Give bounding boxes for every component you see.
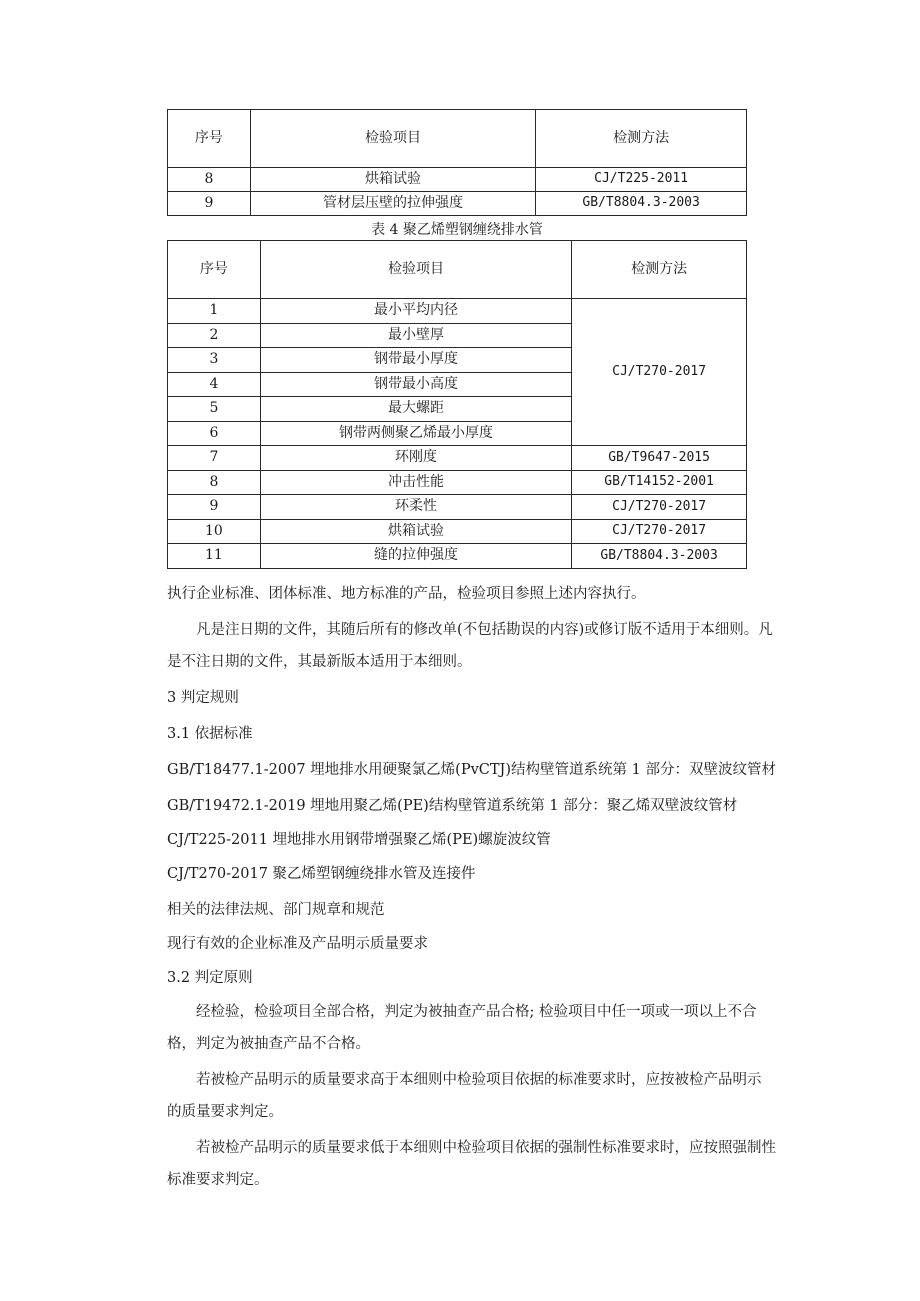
cell-method: GB/T8804.3-2003	[536, 192, 747, 216]
standard-item: CJ/T225-2011 埋地排水用钢带增强聚乙烯(PE)螺旋波纹管	[167, 832, 551, 848]
cell-item: 烘箱试验	[250, 168, 535, 192]
cell-index: 8	[168, 168, 251, 192]
header-index: 序号	[168, 110, 251, 168]
paragraph-rule-1: 经检验，检验项目全部合格，判定为被抽查产品合格; 检验项目中任一项或一项以上不合格，判定为被抽查产品不合格。	[167, 1004, 757, 1052]
cell-method-merged: CJ/T270-2017	[572, 299, 747, 446]
table-row	[168, 495, 747, 520]
section-heading-3-1: 3.1 依据标准	[167, 726, 253, 742]
cell-method: CJ/T270-2017	[572, 519, 747, 544]
cell-index: 7	[168, 446, 261, 471]
cell-item: 环刚度	[260, 446, 571, 471]
standard-item: 相关的法律法规、部门规章和规范	[167, 902, 385, 918]
paragraph-rule-3: 若被检产品明示的质量要求低于本细则中检验项目依据的强制性标准要求时，应按照强制性标准要求判定。	[167, 1140, 776, 1188]
table-row	[168, 168, 747, 192]
paragraph-dated-docs: 凡是注日期的文件，其随后所有的修改单(不包括勘误的内容)或修订版不适用于本细则。凡是不注日期的文件，其最新版本适用于本细则。	[167, 622, 773, 670]
cell-index: 3	[168, 348, 261, 373]
cell-item: 环柔性	[260, 495, 571, 520]
header-index: 序号	[168, 241, 261, 299]
standard-item: GB/T18477.1-2007 埋地排水用硬聚氯乙烯(PvCTJ)结构壁管道系统第 1 部分：双壁波纹管材	[167, 762, 776, 778]
cell-method: GB/T8804.3-2003	[572, 544, 747, 569]
cell-item: 钢带最小高度	[260, 372, 571, 397]
table-row	[168, 192, 747, 216]
section-heading-3: 3 判定规则	[167, 690, 239, 706]
cell-index: 1	[168, 299, 261, 324]
table-row	[168, 446, 747, 471]
paragraph-scope: 执行企业标准、团体标准、地方标准的产品，检验项目参照上述内容执行。	[167, 586, 646, 602]
standard-item: CJ/T270-2017 聚乙烯塑钢缠绕排水管及连接件	[167, 866, 476, 882]
header-method: 检测方法	[572, 241, 747, 299]
cell-item: 管材层压壁的拉伸强度	[250, 192, 535, 216]
table-row	[168, 519, 747, 544]
table-row	[168, 299, 747, 324]
cell-item: 钢带两侧聚乙烯最小厚度	[260, 421, 571, 446]
cell-index: 4	[168, 372, 261, 397]
standard-item: GB/T19472.1-2019 埋地用聚乙烯(PE)结构壁管道系统第 1 部分：聚乙烯双壁波纹管材	[167, 798, 738, 814]
table-row	[168, 544, 747, 569]
standard-item: 现行有效的企业标准及产品明示质量要求	[167, 936, 428, 952]
cell-method: GB/T9647-2015	[572, 446, 747, 471]
cell-index: 9	[168, 192, 251, 216]
cell-method: CJ/T225-2011	[536, 168, 747, 192]
header-item: 检验项目	[260, 241, 571, 299]
table-header-row	[168, 241, 747, 299]
cell-index: 10	[168, 519, 261, 544]
cell-item: 最小壁厚	[260, 323, 571, 348]
cell-index: 9	[168, 495, 261, 520]
cell-item: 钢带最小厚度	[260, 348, 571, 373]
cell-index: 6	[168, 421, 261, 446]
header-item: 检验项目	[250, 110, 535, 168]
header-method: 检测方法	[536, 110, 747, 168]
table-row	[168, 470, 747, 495]
cell-item: 烘箱试验	[260, 519, 571, 544]
cell-method: CJ/T270-2017	[572, 495, 747, 520]
table-header-row	[168, 110, 747, 168]
cell-index: 5	[168, 397, 261, 422]
section-heading-3-2: 3.2 判定原则	[167, 970, 253, 986]
cell-item: 最大螺距	[260, 397, 571, 422]
paragraph-rule-2: 若被检产品明示的质量要求高于本细则中检验项目依据的标准要求时，应按被检产品明示的质量要求判定。	[167, 1072, 762, 1120]
cell-index: 8	[168, 470, 261, 495]
table-1	[167, 109, 747, 216]
cell-index: 2	[168, 323, 261, 348]
cell-item: 缝的拉伸强度	[260, 544, 571, 569]
cell-index: 11	[168, 544, 261, 569]
cell-item: 最小平均内径	[260, 299, 571, 324]
table-2	[167, 240, 747, 569]
cell-method: GB/T14152-2001	[572, 470, 747, 495]
cell-item: 冲击性能	[260, 470, 571, 495]
table-caption: 表 4 聚乙烯塑钢缠绕排水管	[371, 222, 543, 238]
